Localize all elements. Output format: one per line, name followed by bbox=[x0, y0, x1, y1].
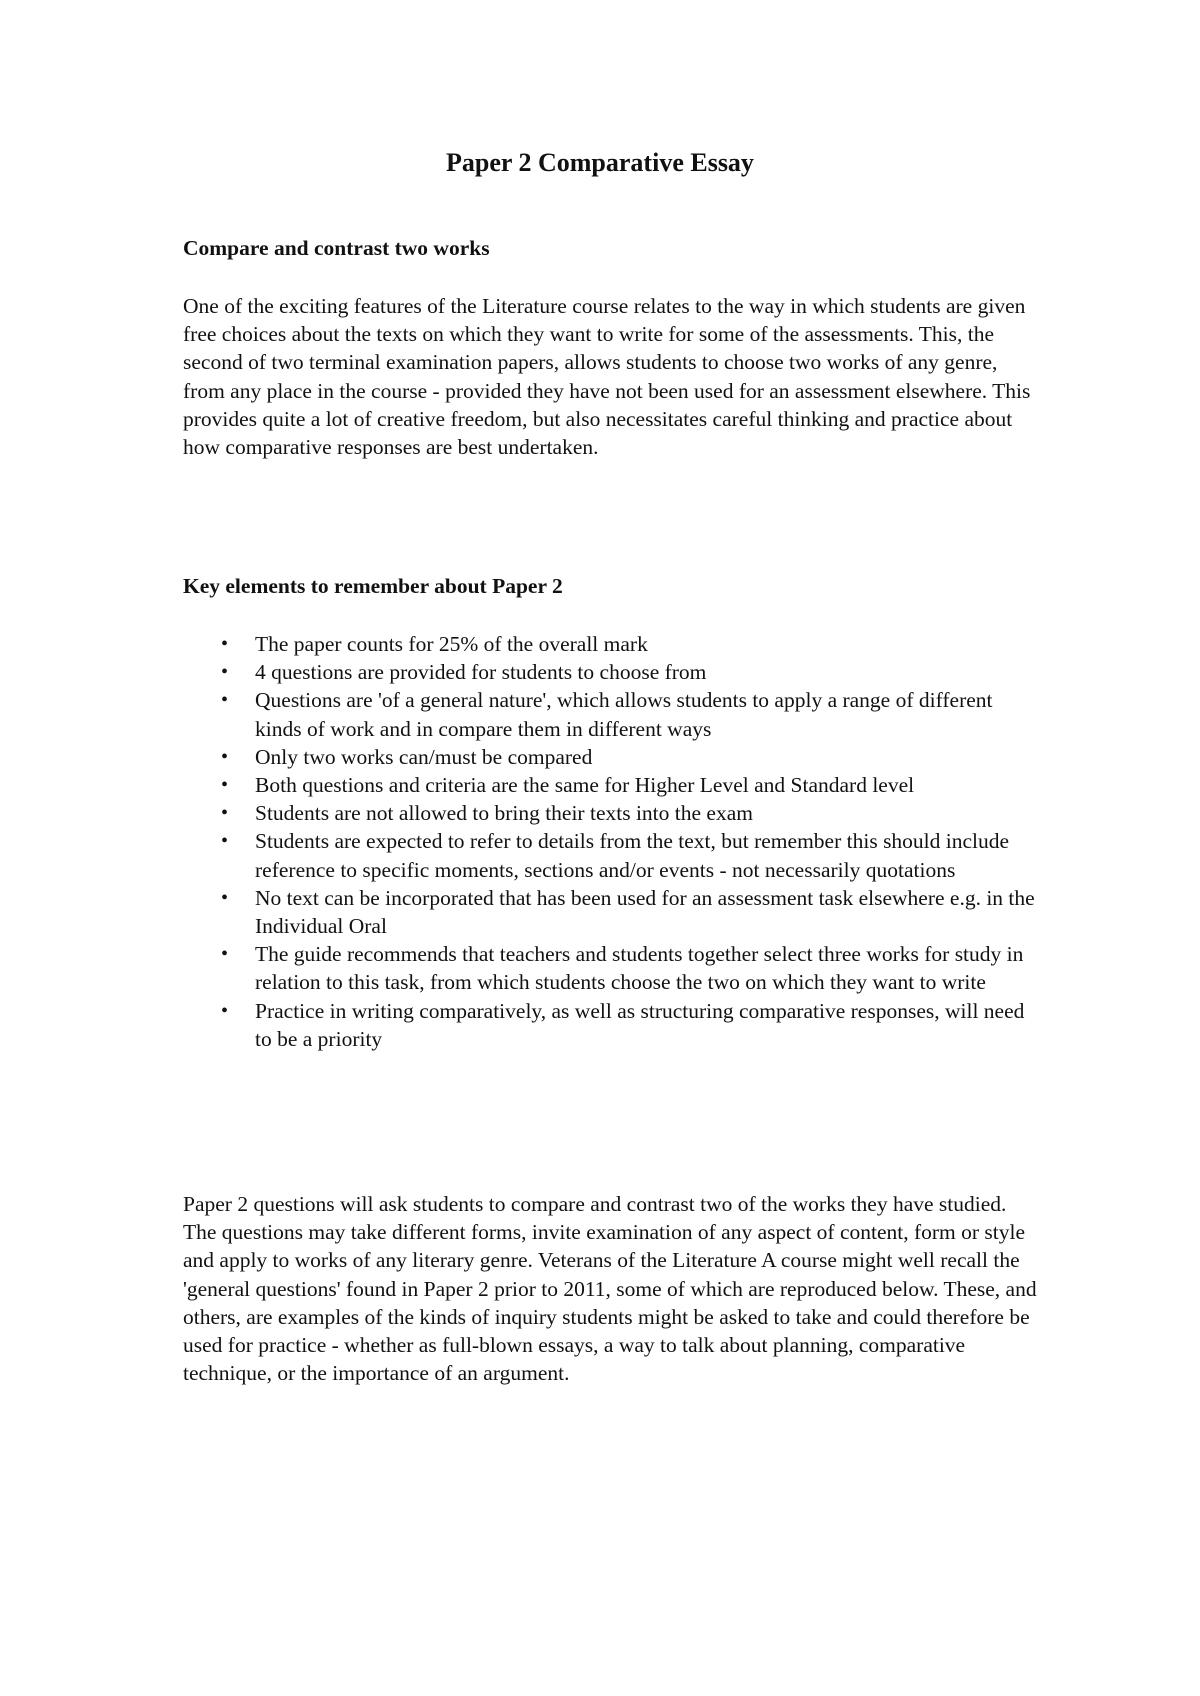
list-item-text: Practice in writing comparatively, as well as structuring comparative responses, will need to be a priority bbox=[255, 998, 1025, 1051]
list-item-text: Both questions and criteria are the same for Higher Level and Standard level bbox=[255, 773, 915, 798]
list-item bbox=[183, 997, 1043, 1053]
section-heading-compare: Compare and contrast two works bbox=[183, 236, 490, 260]
list-item bbox=[183, 630, 1043, 658]
list-item-text: The guide recommends that teachers and students together select three works for study in relation to this task, from which students choose the two on which they want to write bbox=[255, 942, 1024, 995]
bullet-icon: • bbox=[221, 830, 229, 853]
section-heading-key-elements: Key elements to remember about Paper 2 bbox=[183, 574, 563, 598]
list-item bbox=[183, 658, 1043, 686]
list-item bbox=[183, 827, 1043, 883]
list-item-text: Questions are 'of a general nature', which allows students to apply a range of different kinds of work and in compare them in different ways bbox=[255, 688, 993, 741]
list-item bbox=[183, 771, 1043, 799]
intro-paragraph: One of the exciting features of the Literature course relates to the way in which students are given free choices about the texts on which they want to write for some of the assessments. This, the second of two terminal examination papers, allows students to choose two works of any genre, from any place in the course - provided they have not been used for an assessment elsewhere. This provides quite a lot of creative freedom, but also necessitates careful thinking and practice about how comparative responses are best undertaken. bbox=[183, 294, 1031, 460]
list-item bbox=[183, 686, 1043, 742]
bullet-icon: • bbox=[221, 802, 229, 825]
list-item-text: Students are not allowed to bring their texts into the exam bbox=[255, 801, 753, 826]
list-item-text: 4 questions are provided for students to choose from bbox=[255, 660, 707, 685]
closing-paragraph: Paper 2 questions will ask students to compare and contrast two of the works they have studied. The questions may take different forms, invite examination of any aspect of content, form or style and apply to works of any literary genre. Veterans of the Literature A course might well recall the 'general questions' found in Paper 2 prior to 2011, some of which are reproduced below. These, and others, are examples of the kinds of inquiry students might be asked to take and could therefore be used for practice - whether as full-blown essays, a way to talk about planning, comparative technique, or the importance of an argument. bbox=[183, 1192, 1037, 1386]
list-item bbox=[183, 743, 1043, 771]
bullet-icon: • bbox=[221, 886, 229, 909]
list-item-text: Only two works can/must be compared bbox=[255, 744, 593, 769]
page-title: Paper 2 Comparative Essay bbox=[446, 148, 754, 177]
list-item-text: Students are expected to refer to details from the text, but remember this should include reference to specific moments, sections and/or events - not necessarily quotations bbox=[255, 829, 1010, 882]
key-elements-list bbox=[183, 630, 1043, 1053]
list-item bbox=[183, 799, 1043, 827]
bullet-icon: • bbox=[221, 943, 229, 966]
list-item-text: No text can be incorporated that has been used for an assessment task elsewhere e.g. in the Individual Oral bbox=[255, 885, 1035, 939]
list-item bbox=[183, 884, 1043, 940]
bullet-icon: • bbox=[221, 633, 229, 655]
bullet-icon: • bbox=[221, 661, 229, 684]
bullet-icon: • bbox=[221, 745, 229, 768]
list-item-text: The paper counts for 25% of the overall mark bbox=[255, 632, 648, 656]
bullet-icon: • bbox=[221, 999, 229, 1022]
bullet-icon: • bbox=[221, 774, 229, 797]
list-item bbox=[183, 940, 1043, 996]
bullet-icon: • bbox=[221, 689, 229, 712]
